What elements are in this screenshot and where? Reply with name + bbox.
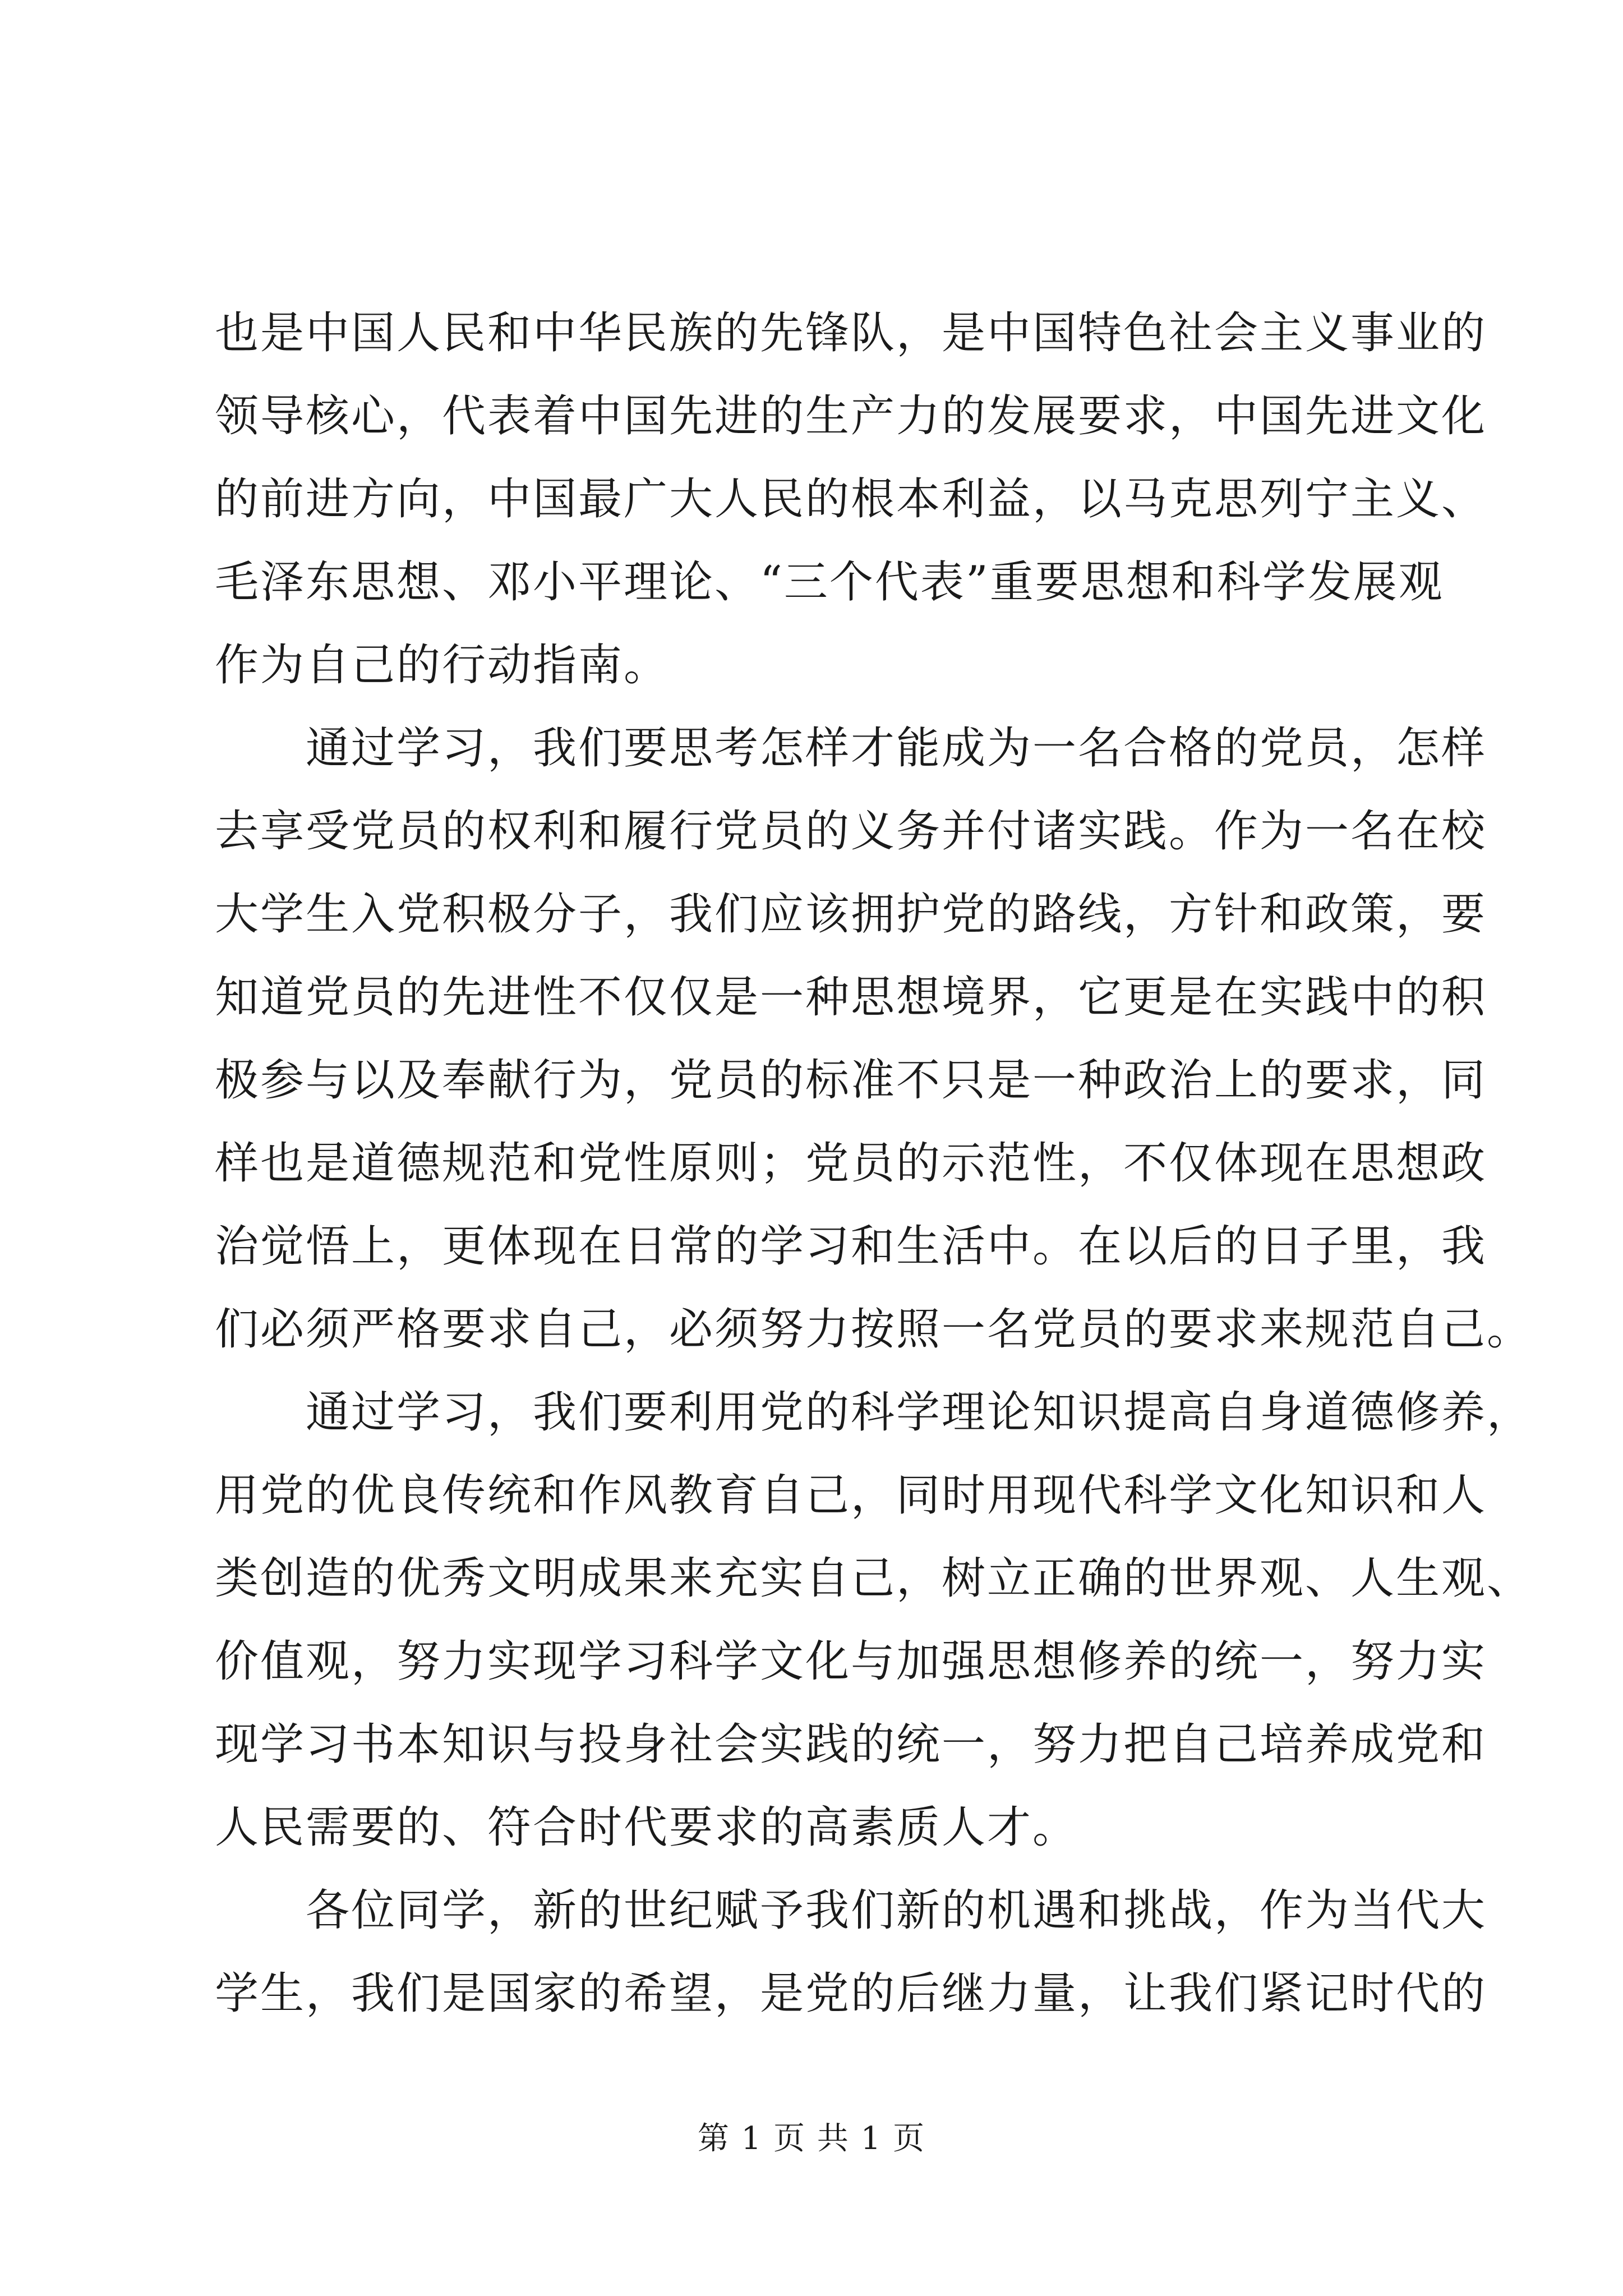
text-line: 大学生入党积极分子，我们应该拥护党的路线，方针和政策，要 [215,889,1487,940]
text-line: 领导核心，代表着中国先进的生产力的发展要求，中国先进文化 [215,391,1487,441]
text-line: 知道党员的先进性不仅仅是一种思想境界，它更是在实践中的积 [215,972,1487,1023]
text-line: 极参与以及奉献行为，党员的标准不只是一种政治上的要求，同 [215,1055,1487,1106]
paragraph [215,707,1533,1371]
text-line: 学生，我们是国家的希望，是党的后继力量，让我们紧记时代的 [215,1968,1487,2019]
text-line: 各位同学，新的世纪赋予我们新的机遇和挑战，作为当代大 [306,1885,1487,1936]
text-line: 人民需要的、符合时代要求的高素质人才。 [215,1802,1078,1853]
document-body [215,292,1533,2035]
page-footer [0,2119,1623,2159]
text-line: 用党的优良传统和作风教育自己，同时用现代科学文化知识和人 [215,1470,1487,1521]
text-line: 治觉悟上，更体现在日常的学习和生活中。在以后的日子里，我 [215,1221,1487,1272]
text-line: 现学习书本知识与投身社会实践的统一，努力把自己培养成党和 [215,1719,1487,1770]
text-line: 去享受党员的权利和履行党员的义务并付诸实践。作为一名在校 [215,806,1487,857]
paragraph [215,292,1487,707]
text-line: 也是中国人民和中华民族的先锋队，是中国特色社会主义事业的 [215,308,1487,358]
text-line: 通过学习，我们要思考怎样才能成为一名合格的党员，怎样 [306,723,1487,774]
text-line: 样也是道德规范和党性原则；党员的示范性，不仅体现在思想政 [215,1138,1487,1189]
text-line: 价值观，努力实现学习科学文化与加强思想修养的统一，努力实 [215,1636,1487,1687]
text-line: 们必须严格要求自己，必须努力按照一名党员的要求来规范自己。 [215,1304,1533,1355]
text-line: 的前进方向，中国最广大人民的根本利益，以马克思列宁主义、 [215,474,1487,524]
paragraph [215,1869,1487,2035]
page-number-label: 第 1 页 共 1 页 [697,2120,926,2157]
text-line: 作为自己的行动指南。 [215,640,670,691]
text-line: 毛泽东思想、邓小平理论、“三个代表”重要思想和科学发展观 [215,557,1444,608]
text-line: 通过学习，我们要利用党的科学理论知识提高自身道德修养， [306,1387,1533,1438]
paragraph [215,1371,1533,1869]
text-line: 类创造的优秀文明成果来充实自己，树立正确的世界观、人生观、 [215,1553,1533,1604]
